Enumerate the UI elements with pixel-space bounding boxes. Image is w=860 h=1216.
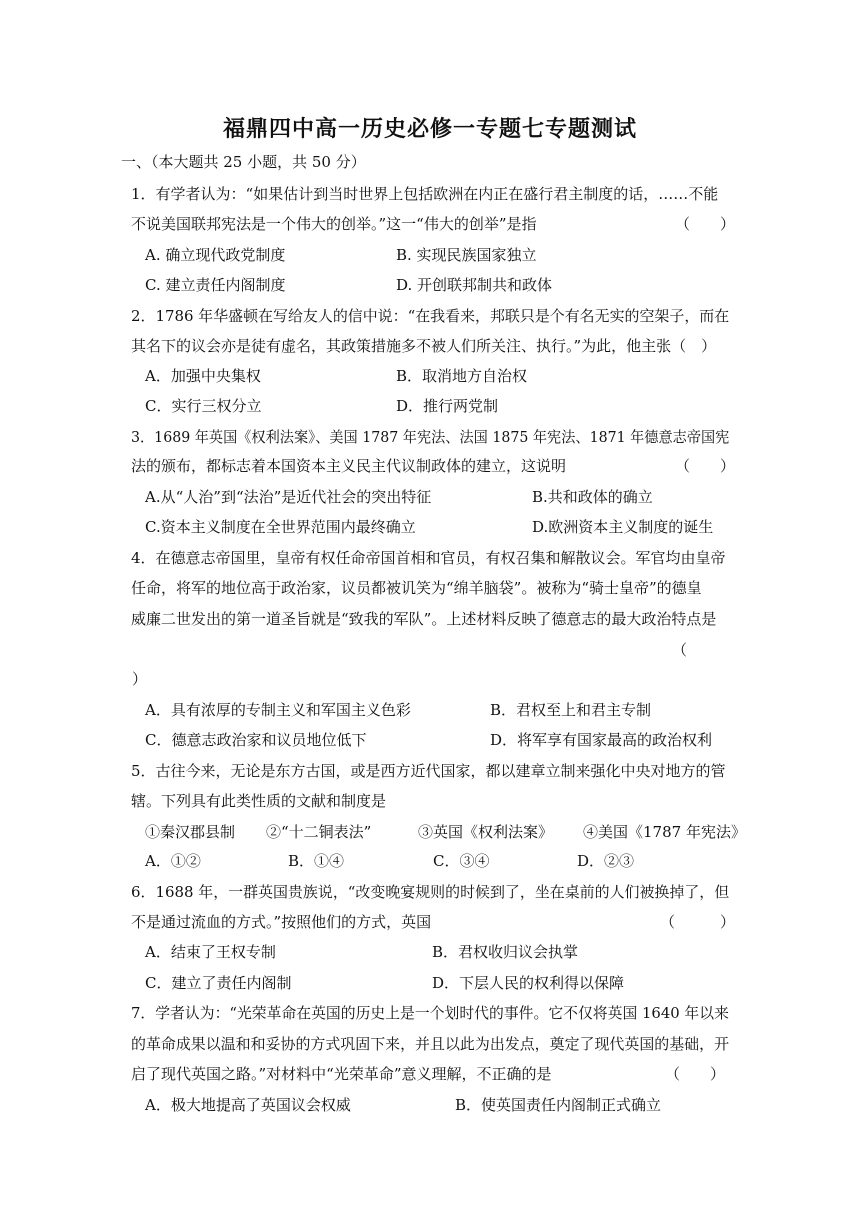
question-6-line-1: 6．1688 年，一群英国贵族说，“改变晚宴规则的时候到了，坐在桌前的人们被换掉了，但 [131,883,730,901]
question-7-line-1: 7．学者认为：“光荣革命在英国的历史上是一个划时代的事件。它不仅将英国 1640 年以来 [131,1004,729,1022]
question-5-item-3: ③英国《权利法案》 [418,823,554,841]
question-3-option-c: C.资本主义制度在全世界范围内最终确立 [145,518,416,536]
question-4-option-d: D．将军享有国家最高的政治权利 [490,731,713,749]
question-3-option-d: D.欧洲资本主义制度的诞生 [532,518,714,536]
question-1-option-d: D. 开创联邦制共和政体 [396,276,553,294]
question-5-line-1: 5．古往今来，无论是东方古国，或是西方近代国家，都以建章立制来强化中央对地方的管 [131,762,726,780]
question-6-option-a: A．结束了王权专制 [145,943,276,961]
question-4-option-a: A．具有浓厚的专制主义和军国主义色彩 [145,701,411,719]
question-5-option-a: A．①② [145,852,201,870]
question-7-line-3: 启了现代英国之路。”对材料中“光荣革命”意义理解，不正确的是 [131,1065,552,1083]
question-3-option-b: B.共和政体的确立 [532,488,653,506]
question-4-option-c: C．德意志政治家和议员地位低下 [145,731,367,749]
question-7-option-b: B．使英国责任内阁制正式确立 [455,1096,662,1114]
question-5-line-2: 辖。下列具有此类性质的文献和制度是 [131,792,387,810]
question-6-option-c: C．建立了责任内阁制 [145,974,292,992]
question-5-option-d: D．②③ [577,852,635,870]
question-2-option-b: B．取消地方自治权 [396,367,528,385]
question-1-option-b: B. 实现民族国家独立 [396,246,537,264]
question-5-option-b: B．①④ [288,852,345,870]
question-3-line-2: 法的颁布，都标志着本国资本主义民主代议制政体的建立，这说明 [131,457,567,475]
question-6-line-2: 不是通过流血的方式。”按照他们的方式，英国 [131,913,432,931]
question-7-option-a: A．极大地提高了英国议会权威 [145,1096,351,1114]
question-4-answer-blank-close: ） [132,670,148,688]
question-2-line-1: 2．1786 年华盛顿在写给友人的信中说：“在我看来，邦联只是个有名无实的空架子，而在 [131,307,730,325]
question-5-item-4: ④美国《1787 年宪法》 [583,823,746,841]
question-4-line-3: 威廉二世发出的第一道圣旨就是“致我的军队”。上述材料反映了德意志的最大政治特点是 [131,610,717,628]
question-4-answer-blank-open: （ [672,641,688,659]
question-6-answer-blank: （ ） [660,913,736,931]
question-4-line-1: 4．在德意志帝国里，皇帝有权任命帝国首相和官员，有权召集和解散议会。军官均由皇帝 [131,549,726,567]
question-2-option-c: C．实行三权分立 [145,397,262,415]
question-1-option-a: A. 确立现代政党制度 [145,246,286,264]
question-6-option-b: B．君权收归议会执掌 [432,943,579,961]
question-5-option-c: C．③④ [433,852,490,870]
question-1-line-1: 1．有学者认为：“如果估计到当时世界上包括欧洲在内正在盛行君主制度的话，……不能 [131,185,719,203]
question-1-answer-blank: （ ） [675,215,736,233]
question-2-option-d: D．推行两党制 [396,397,499,415]
question-1-option-c: C. 建立责任内阁制度 [145,276,286,294]
question-3-answer-blank: （ ） [675,457,736,475]
page-title: 福鼎四中高一历史必修一专题七专题测试 [222,117,637,142]
question-3-option-a: A.从“人治”到“法治”是近代社会的突出特征 [145,488,432,506]
question-5-item-1: ①秦汉郡县制 [145,823,236,841]
question-6-option-d: D．下层人民的权利得以保障 [432,974,625,992]
question-2-option-a: A．加强中央集权 [145,367,261,385]
question-4-line-2: 任命，将军的地位高于政治家，议员都被讥笑为“绵羊脑袋”。被称为“骑士皇帝”的德皇 [131,579,702,597]
question-4-option-b: B．君权至上和君主专制 [490,701,652,719]
question-5-item-2: ②“十二铜表法” [266,823,372,841]
question-3-line-1: 3．1689 年英国《权利法案》、美国 1787 年宪法、法国 1875 年宪法、1871 年德意志帝国宪 [131,428,730,446]
question-7-answer-blank: （ ） [665,1065,726,1083]
section-heading: 一、（本大题共 25 小题，共 50 分） [121,153,366,171]
question-7-line-2: 的革命成果以温和和妥协的方式巩固下来，并且以此为出发点，奠定了现代英国的基础，开 [131,1035,730,1053]
question-2-line-2: 其名下的议会亦是徒有虚名，其政策措施多不被人们所关注、执行。”为此，他主张（ ） [131,337,717,355]
question-1-line-2: 不说美国联邦宪法是一个伟大的创举。”这一“伟大的创举”是指 [131,215,537,233]
